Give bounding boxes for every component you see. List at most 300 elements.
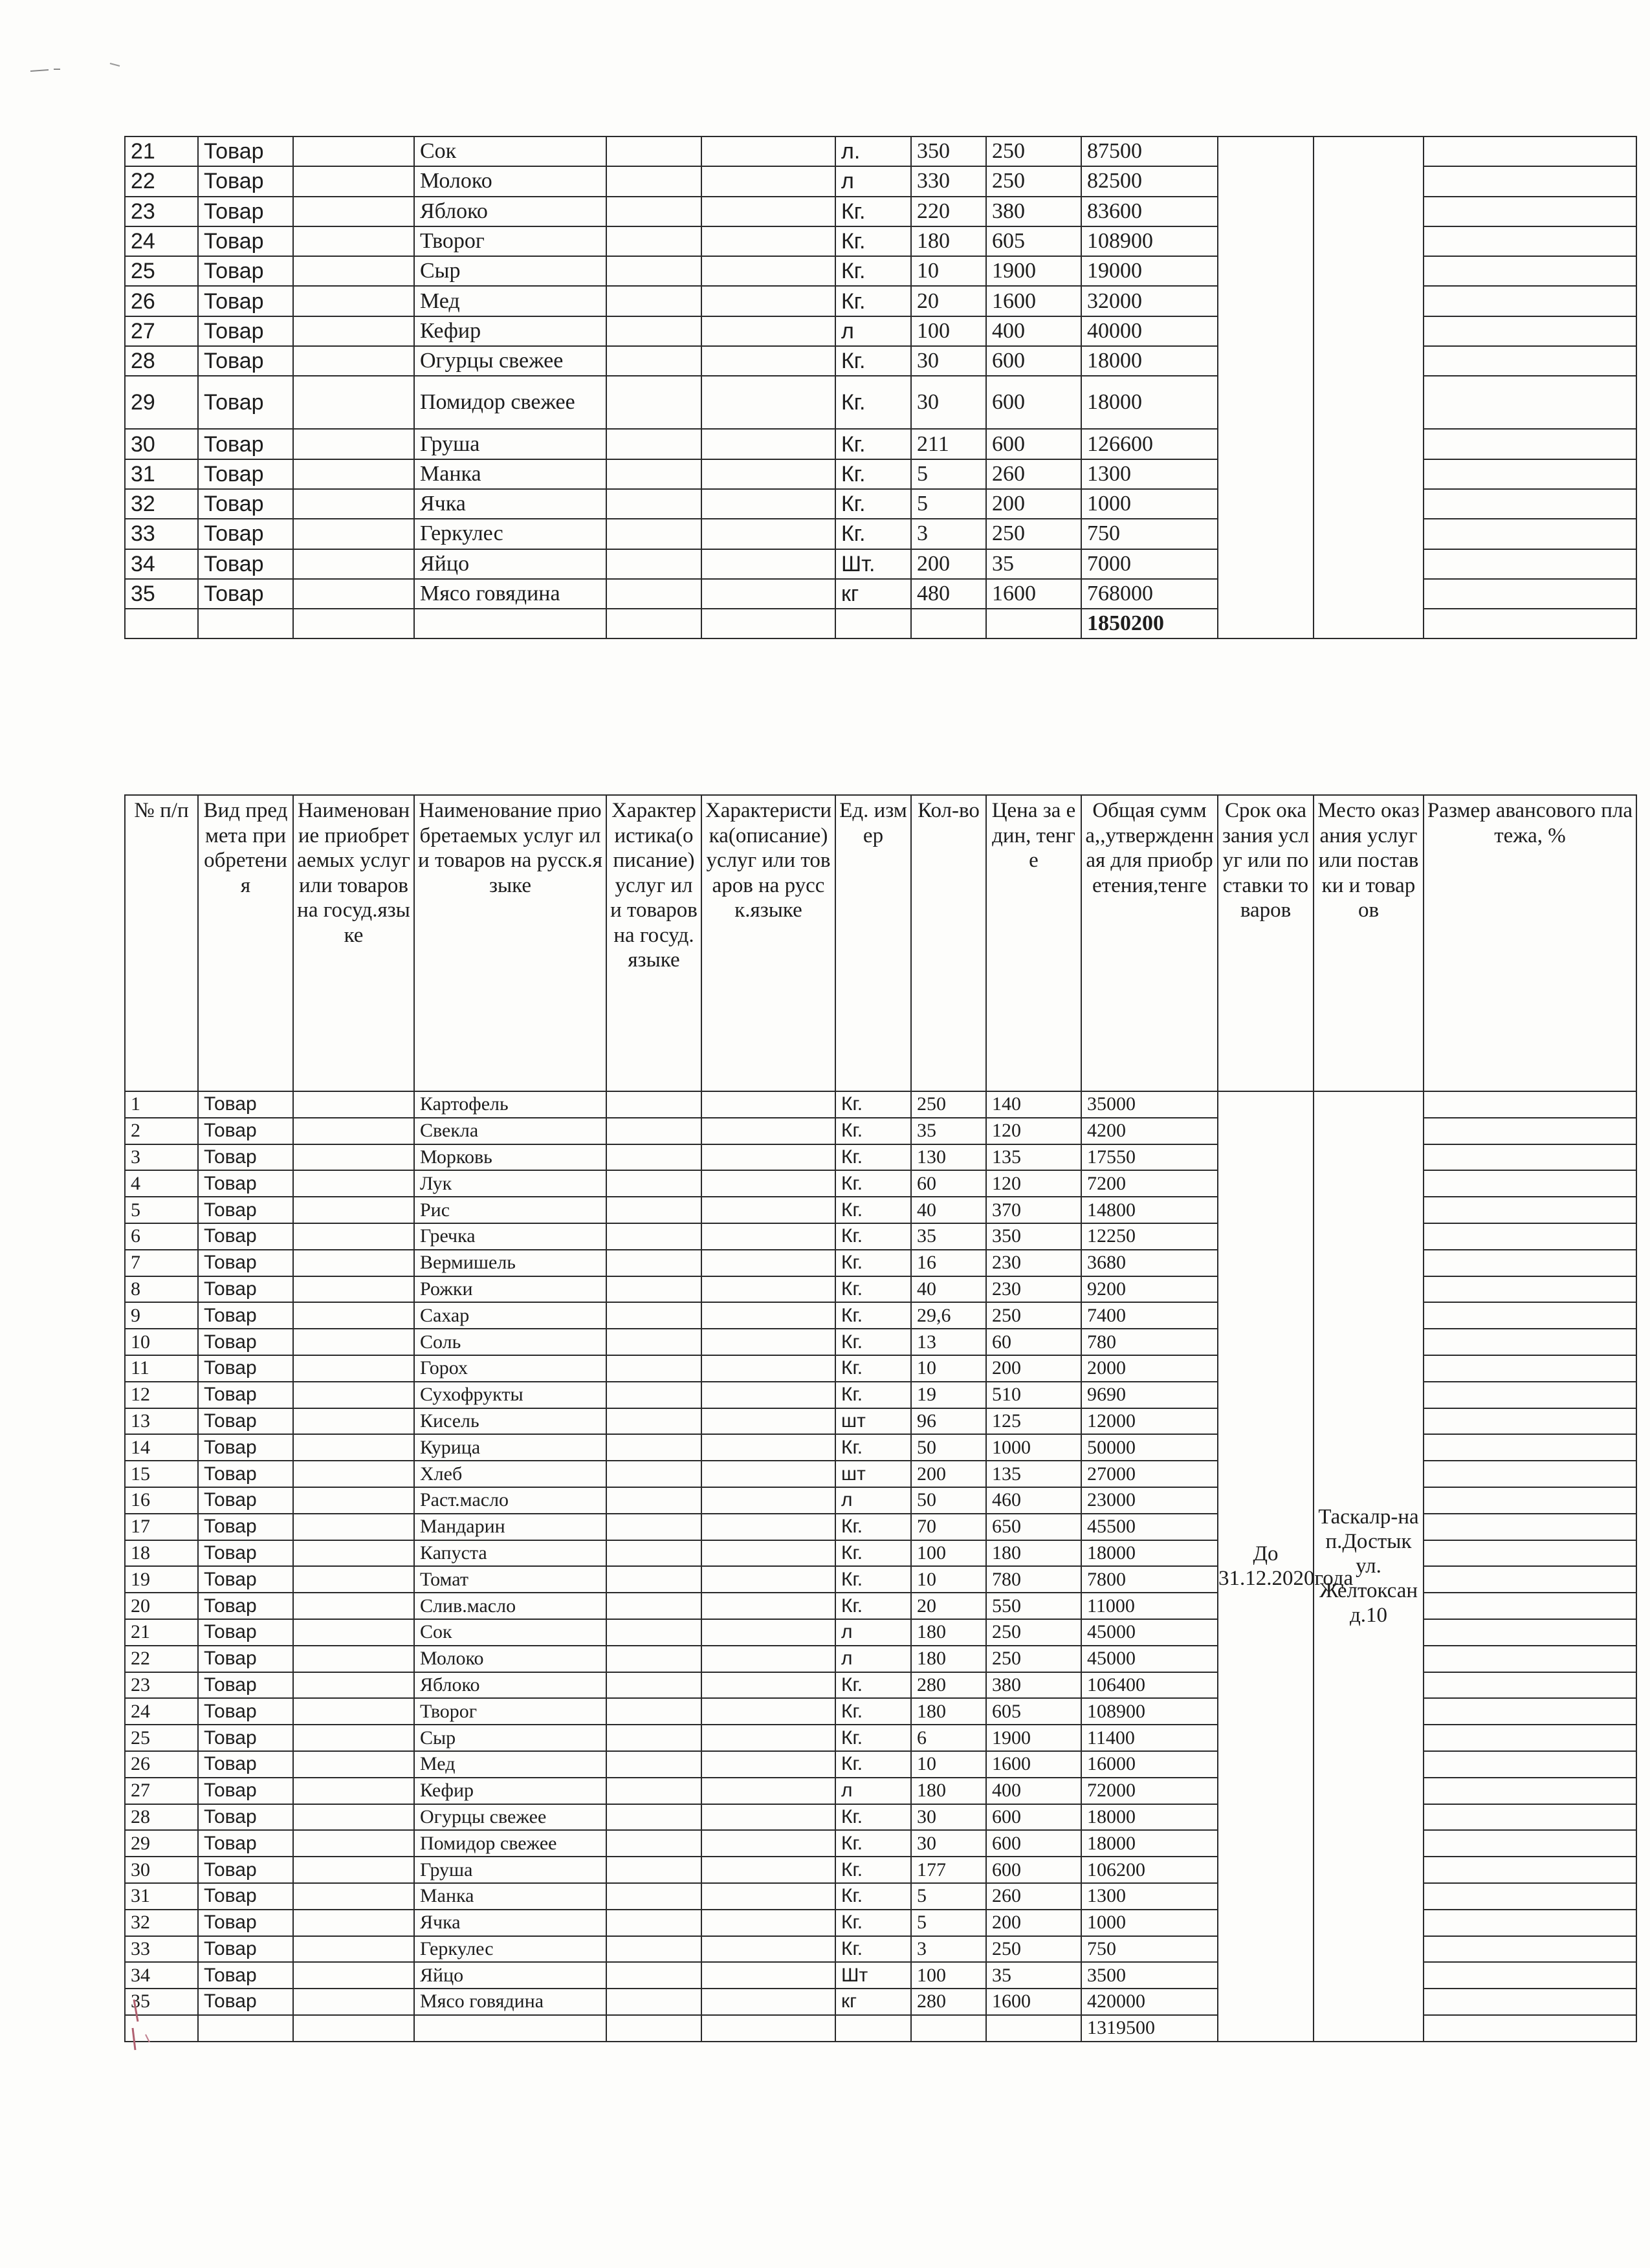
empty-cell <box>986 2015 1081 2042</box>
item-kind-cell: Товар <box>198 1989 293 2015</box>
description-ru-cell <box>701 549 835 579</box>
row-number-cell: 21 <box>125 1619 198 1646</box>
unit-cell: л <box>835 1646 911 1672</box>
quantity-cell: 16 <box>911 1250 986 1276</box>
price-cell: 260 <box>986 459 1081 489</box>
description-kz-cell <box>606 1566 701 1593</box>
price-cell: 230 <box>986 1250 1081 1276</box>
advance-cell <box>1424 459 1636 489</box>
description-kz-cell <box>606 197 701 226</box>
item-name-cell: Мандарин <box>414 1514 606 1540</box>
empty-cell <box>835 609 911 638</box>
name-kz-cell <box>293 1461 414 1487</box>
row-number-cell: 4 <box>125 1170 198 1197</box>
price-cell: 380 <box>986 197 1081 226</box>
sum-cell: 16000 <box>1081 1751 1218 1778</box>
price-cell: 250 <box>986 1302 1081 1329</box>
row-number-cell: 2 <box>125 1118 198 1144</box>
sum-cell: 106400 <box>1081 1672 1218 1699</box>
unit-cell: Кг. <box>835 1382 911 1408</box>
row-number-cell: 11 <box>125 1355 198 1382</box>
item-name-cell: Сок <box>414 1619 606 1646</box>
description-kz-cell <box>606 136 701 166</box>
sum-cell: 108900 <box>1081 226 1218 256</box>
description-kz-cell <box>606 459 701 489</box>
item-kind-cell: Товар <box>198 197 293 226</box>
empty-cell <box>125 609 198 638</box>
price-cell: 250 <box>986 166 1081 196</box>
advance-cell <box>1424 1936 1636 1963</box>
advance-cell <box>1424 1197 1636 1223</box>
unit-cell: Кг. <box>835 1936 911 1963</box>
price-cell: 120 <box>986 1118 1081 1144</box>
description-kz-cell <box>606 1778 701 1804</box>
sum-cell: 45500 <box>1081 1514 1218 1540</box>
name-kz-cell <box>293 1804 414 1831</box>
item-name-cell: Морковь <box>414 1144 606 1171</box>
sum-cell: 750 <box>1081 1936 1218 1963</box>
description-ru-cell <box>701 1672 835 1699</box>
description-kz-cell <box>606 1250 701 1276</box>
name-kz-cell <box>293 1408 414 1435</box>
items-table-continued <box>124 136 1637 639</box>
description-ru-cell <box>701 489 835 519</box>
advance-cell <box>1424 1118 1636 1144</box>
name-kz-cell <box>293 1857 414 1883</box>
unit-cell: Кг. <box>835 1434 911 1461</box>
name-kz-cell <box>293 1962 414 1989</box>
sum-cell: 19000 <box>1081 256 1218 286</box>
unit-cell: Шт <box>835 1962 911 1989</box>
column-header: Срок оказания услуг или поставки товаров <box>1218 795 1314 1091</box>
table-header-row <box>125 795 1636 1091</box>
price-cell: 60 <box>986 1329 1081 1355</box>
sum-cell: 50000 <box>1081 1434 1218 1461</box>
item-kind-cell: Товар <box>198 429 293 459</box>
column-header: Общая сумма,,утвержденная для приобретения,тенге <box>1081 795 1218 1091</box>
quantity-cell: 60 <box>911 1170 986 1197</box>
price-cell: 600 <box>986 1804 1081 1831</box>
item-kind-cell: Товар <box>198 1751 293 1778</box>
description-ru-cell <box>701 1883 835 1910</box>
sum-cell: 87500 <box>1081 136 1218 166</box>
row-number-cell: 26 <box>125 1751 198 1778</box>
price-cell: 200 <box>986 489 1081 519</box>
row-number-cell: 21 <box>125 136 198 166</box>
advance-cell <box>1424 1250 1636 1276</box>
unit-cell: Кг. <box>835 1144 911 1171</box>
price-cell: 380 <box>986 1672 1081 1699</box>
price-cell: 35 <box>986 1962 1081 1989</box>
name-kz-cell <box>293 1197 414 1223</box>
description-kz-cell <box>606 226 701 256</box>
description-kz-cell <box>606 1223 701 1250</box>
name-kz-cell <box>293 1672 414 1699</box>
advance-cell <box>1424 429 1636 459</box>
advance-cell <box>1424 1302 1636 1329</box>
description-kz-cell <box>606 519 701 549</box>
row-number-cell: 18 <box>125 1540 198 1567</box>
row-number-cell: 25 <box>125 256 198 286</box>
description-ru-cell <box>701 1962 835 1989</box>
unit-cell: Кг. <box>835 519 911 549</box>
unit-cell: Кг. <box>835 286 911 316</box>
total-sum-cell: 1319500 <box>1081 2015 1218 2042</box>
item-name-cell: Рис <box>414 1197 606 1223</box>
name-kz-cell <box>293 1910 414 1936</box>
quantity-cell: 10 <box>911 1566 986 1593</box>
item-name-cell: Помидор свежее <box>414 1830 606 1857</box>
description-kz-cell <box>606 1302 701 1329</box>
sum-cell: 45000 <box>1081 1619 1218 1646</box>
description-kz-cell <box>606 1910 701 1936</box>
item-name-cell: Сахар <box>414 1302 606 1329</box>
price-cell: 35 <box>986 549 1081 579</box>
row-number-cell: 34 <box>125 549 198 579</box>
item-kind-cell: Товар <box>198 1593 293 1619</box>
quantity-cell: 50 <box>911 1434 986 1461</box>
unit-cell: Кг. <box>835 459 911 489</box>
item-name-cell: Свекла <box>414 1118 606 1144</box>
advance-cell <box>1424 1382 1636 1408</box>
item-name-cell: Вермишель <box>414 1250 606 1276</box>
sum-cell: 1000 <box>1081 489 1218 519</box>
item-name-cell: Геркулес <box>414 1936 606 1963</box>
description-kz-cell <box>606 316 701 346</box>
advance-cell <box>1424 1910 1636 1936</box>
description-ru-cell <box>701 579 835 609</box>
price-cell: 125 <box>986 1408 1081 1435</box>
unit-cell: Кг. <box>835 1672 911 1699</box>
unit-cell: шт <box>835 1461 911 1487</box>
row-number-cell: 24 <box>125 226 198 256</box>
row-number-cell: 35 <box>125 579 198 609</box>
unit-cell: Кг. <box>835 489 911 519</box>
advance-cell <box>1424 2015 1636 2042</box>
name-kz-cell <box>293 1223 414 1250</box>
column-header: Характеристика(описание) услуг или товаров на госуд. языке <box>606 795 701 1091</box>
sum-cell: 40000 <box>1081 316 1218 346</box>
unit-cell: л <box>835 166 911 196</box>
description-kz-cell <box>606 1091 701 1118</box>
name-kz-cell <box>293 1566 414 1593</box>
item-kind-cell: Товар <box>198 1408 293 1435</box>
price-cell: 1000 <box>986 1434 1081 1461</box>
unit-cell: шт <box>835 1408 911 1435</box>
row-number-cell: 14 <box>125 1434 198 1461</box>
description-ru-cell <box>701 1118 835 1144</box>
description-ru-cell <box>701 1197 835 1223</box>
sum-cell: 420000 <box>1081 1989 1218 2015</box>
quantity-cell: 30 <box>911 1804 986 1831</box>
advance-cell <box>1424 579 1636 609</box>
row-number-cell: 17 <box>125 1514 198 1540</box>
sum-cell: 12250 <box>1081 1223 1218 1250</box>
item-name-cell: Лук <box>414 1170 606 1197</box>
description-ru-cell <box>701 1329 835 1355</box>
name-kz-cell <box>293 1619 414 1646</box>
description-ru-cell <box>701 519 835 549</box>
sum-cell: 9200 <box>1081 1276 1218 1303</box>
item-kind-cell: Товар <box>198 136 293 166</box>
item-kind-cell: Товар <box>198 1487 293 1514</box>
price-cell: 250 <box>986 136 1081 166</box>
item-kind-cell: Товар <box>198 1857 293 1883</box>
item-kind-cell: Товар <box>198 1250 293 1276</box>
description-kz-cell <box>606 429 701 459</box>
sum-cell: 2000 <box>1081 1355 1218 1382</box>
term-cell <box>1218 136 1314 638</box>
item-kind-cell: Товар <box>198 1197 293 1223</box>
name-kz-cell <box>293 1250 414 1276</box>
item-name-cell: Огурцы свежее <box>414 1804 606 1831</box>
description-kz-cell <box>606 1672 701 1699</box>
column-header: Место оказания услуг или поставки и товаров <box>1314 795 1424 1091</box>
quantity-cell: 10 <box>911 1751 986 1778</box>
quantity-cell: 10 <box>911 256 986 286</box>
name-kz-cell <box>293 1751 414 1778</box>
sum-cell: 1300 <box>1081 1883 1218 1910</box>
name-kz-cell <box>293 166 414 196</box>
price-cell: 135 <box>986 1144 1081 1171</box>
empty-cell <box>835 2015 911 2042</box>
description-ru-cell <box>701 1514 835 1540</box>
item-kind-cell: Товар <box>198 1514 293 1540</box>
item-kind-cell: Товар <box>198 489 293 519</box>
description-ru-cell <box>701 1461 835 1487</box>
description-kz-cell <box>606 1883 701 1910</box>
unit-cell: Кг. <box>835 1091 911 1118</box>
advance-cell <box>1424 316 1636 346</box>
sum-cell: 35000 <box>1081 1091 1218 1118</box>
description-ru-cell <box>701 1566 835 1593</box>
sum-cell: 18000 <box>1081 376 1218 429</box>
unit-cell: Кг. <box>835 1540 911 1567</box>
sum-cell: 106200 <box>1081 1857 1218 1883</box>
description-kz-cell <box>606 1276 701 1303</box>
item-name-cell: Ячка <box>414 1910 606 1936</box>
description-kz-cell <box>606 1461 701 1487</box>
description-ru-cell <box>701 1540 835 1567</box>
name-kz-cell <box>293 346 414 376</box>
empty-cell <box>414 609 606 638</box>
description-ru-cell <box>701 1487 835 1514</box>
quantity-cell: 180 <box>911 1619 986 1646</box>
sum-cell: 780 <box>1081 1329 1218 1355</box>
name-kz-cell <box>293 1830 414 1857</box>
name-kz-cell <box>293 1302 414 1329</box>
price-cell: 1600 <box>986 1751 1081 1778</box>
description-ru-cell <box>701 1302 835 1329</box>
empty-cell <box>293 609 414 638</box>
item-kind-cell: Товар <box>198 346 293 376</box>
description-ru-cell <box>701 1778 835 1804</box>
price-cell: 350 <box>986 1223 1081 1250</box>
item-kind-cell: Товар <box>198 519 293 549</box>
description-kz-cell <box>606 489 701 519</box>
unit-cell: Кг. <box>835 1197 911 1223</box>
row-number-cell: 23 <box>125 197 198 226</box>
advance-cell <box>1424 1355 1636 1382</box>
quantity-cell: 5 <box>911 1910 986 1936</box>
price-cell: 250 <box>986 1936 1081 1963</box>
description-kz-cell <box>606 1197 701 1223</box>
item-name-cell: Сыр <box>414 256 606 286</box>
item-kind-cell: Товар <box>198 1778 293 1804</box>
name-kz-cell <box>293 1646 414 1672</box>
delivery-place-cell: Таскалр-на п.Достык ул. Желтоксан д.10 <box>1314 1091 1424 2042</box>
quantity-cell: 20 <box>911 286 986 316</box>
name-kz-cell <box>293 1434 414 1461</box>
item-name-cell: Молоко <box>414 166 606 196</box>
item-name-cell: Мед <box>414 1751 606 1778</box>
quantity-cell: 3 <box>911 1936 986 1963</box>
item-kind-cell: Товар <box>198 1672 293 1699</box>
description-ru-cell <box>701 1698 835 1725</box>
quantity-cell: 130 <box>911 1144 986 1171</box>
price-cell: 250 <box>986 1646 1081 1672</box>
quantity-cell: 100 <box>911 1962 986 1989</box>
description-kz-cell <box>606 1408 701 1435</box>
advance-cell <box>1424 1514 1636 1540</box>
sum-cell: 1300 <box>1081 459 1218 489</box>
description-ru-cell <box>701 1593 835 1619</box>
sum-cell: 27000 <box>1081 1461 1218 1487</box>
advance-cell <box>1424 346 1636 376</box>
price-cell: 510 <box>986 1382 1081 1408</box>
price-cell: 1600 <box>986 1989 1081 2015</box>
column-header: Кол-во <box>911 795 986 1091</box>
advance-cell <box>1424 256 1636 286</box>
quantity-cell: 70 <box>911 1514 986 1540</box>
advance-cell <box>1424 1619 1636 1646</box>
advance-cell <box>1424 1593 1636 1619</box>
name-kz-cell <box>293 1382 414 1408</box>
item-kind-cell: Товар <box>198 1804 293 1831</box>
advance-cell <box>1424 286 1636 316</box>
item-name-cell: Сок <box>414 136 606 166</box>
row-number-cell: 30 <box>125 1857 198 1883</box>
description-ru-cell <box>701 166 835 196</box>
item-kind-cell: Товар <box>198 316 293 346</box>
item-name-cell: Горох <box>414 1355 606 1382</box>
quantity-cell: 177 <box>911 1857 986 1883</box>
name-kz-cell <box>293 1725 414 1751</box>
name-kz-cell <box>293 1698 414 1725</box>
item-name-cell: Кефир <box>414 316 606 346</box>
item-kind-cell: Товар <box>198 1382 293 1408</box>
name-kz-cell <box>293 1989 414 2015</box>
item-kind-cell: Товар <box>198 1619 293 1646</box>
unit-cell: Кг. <box>835 1698 911 1725</box>
quantity-cell: 100 <box>911 316 986 346</box>
sum-cell: 11000 <box>1081 1593 1218 1619</box>
item-kind-cell: Товар <box>198 1170 293 1197</box>
column-header: Ед. измер <box>835 795 911 1091</box>
item-kind-cell: Товар <box>198 1355 293 1382</box>
description-ru-cell <box>701 1355 835 1382</box>
row-number-cell: 33 <box>125 519 198 549</box>
quantity-cell: 50 <box>911 1487 986 1514</box>
quantity-cell: 5 <box>911 1883 986 1910</box>
name-kz-cell <box>293 136 414 166</box>
sum-cell: 82500 <box>1081 166 1218 196</box>
price-cell: 1900 <box>986 1725 1081 1751</box>
price-cell: 120 <box>986 1170 1081 1197</box>
unit-cell: Кг. <box>835 429 911 459</box>
advance-cell <box>1424 1672 1636 1699</box>
item-kind-cell: Товар <box>198 1091 293 1118</box>
name-kz-cell <box>293 1329 414 1355</box>
item-kind-cell: Товар <box>198 1329 293 1355</box>
unit-cell: Кг. <box>835 1566 911 1593</box>
description-ru-cell <box>701 1144 835 1171</box>
quantity-cell: 30 <box>911 376 986 429</box>
item-name-cell: Хлеб <box>414 1461 606 1487</box>
price-cell: 600 <box>986 346 1081 376</box>
name-kz-cell <box>293 226 414 256</box>
item-name-cell: Мед <box>414 286 606 316</box>
empty-cell <box>414 2015 606 2042</box>
price-cell: 600 <box>986 376 1081 429</box>
item-name-cell: Сыр <box>414 1725 606 1751</box>
quantity-cell: 200 <box>911 549 986 579</box>
price-cell: 250 <box>986 519 1081 549</box>
sum-cell: 18000 <box>1081 1830 1218 1857</box>
row-number-cell: 29 <box>125 1830 198 1857</box>
empty-cell <box>198 2015 293 2042</box>
advance-cell <box>1424 489 1636 519</box>
unit-cell: л <box>835 1487 911 1514</box>
sum-cell: 18000 <box>1081 1804 1218 1831</box>
item-name-cell: Яйцо <box>414 1962 606 1989</box>
name-kz-cell <box>293 519 414 549</box>
sum-cell: 7400 <box>1081 1302 1218 1329</box>
item-name-cell: Молоко <box>414 1646 606 1672</box>
item-kind-cell: Товар <box>198 549 293 579</box>
price-cell: 605 <box>986 226 1081 256</box>
description-ru-cell <box>701 136 835 166</box>
name-kz-cell <box>293 256 414 286</box>
advance-cell <box>1424 1989 1636 2015</box>
row-number-cell: 33 <box>125 1936 198 1963</box>
row-number-cell: 26 <box>125 286 198 316</box>
empty-cell <box>701 2015 835 2042</box>
item-name-cell: Картофель <box>414 1091 606 1118</box>
name-kz-cell <box>293 376 414 429</box>
name-kz-cell <box>293 1118 414 1144</box>
sum-cell: 7000 <box>1081 549 1218 579</box>
description-ru-cell <box>701 1408 835 1435</box>
column-header: № п/п <box>125 795 198 1091</box>
description-ru-cell <box>701 286 835 316</box>
sum-cell: 750 <box>1081 519 1218 549</box>
pen-mark <box>126 1996 165 2054</box>
item-kind-cell: Товар <box>198 1276 293 1303</box>
item-name-cell: Груша <box>414 429 606 459</box>
description-ru-cell <box>701 316 835 346</box>
row-number-cell: 23 <box>125 1672 198 1699</box>
item-name-cell: Кисель <box>414 1408 606 1435</box>
advance-cell <box>1424 1830 1636 1857</box>
sum-cell: 7800 <box>1081 1566 1218 1593</box>
item-kind-cell: Товар <box>198 1962 293 1989</box>
table-row <box>125 136 1636 166</box>
advance-cell <box>1424 136 1636 166</box>
item-kind-cell: Товар <box>198 1830 293 1857</box>
description-ru-cell <box>701 1250 835 1276</box>
price-cell: 605 <box>986 1698 1081 1725</box>
